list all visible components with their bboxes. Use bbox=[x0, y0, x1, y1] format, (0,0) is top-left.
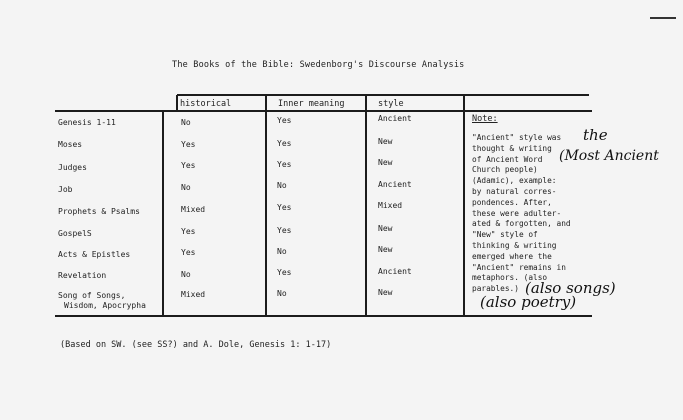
row-historical: Yes bbox=[181, 248, 196, 257]
handwritten-also-poetry: (also poetry) bbox=[480, 293, 577, 311]
note-line: by natural corres- bbox=[472, 186, 557, 196]
header-top-rule bbox=[177, 94, 589, 96]
row-style: New bbox=[378, 245, 393, 254]
note-line: "Ancient" remains in bbox=[472, 262, 566, 272]
note-line: thinking & writing bbox=[472, 240, 557, 250]
row-inner: Yes bbox=[277, 203, 292, 212]
row-historical: Mixed bbox=[181, 290, 206, 299]
page-title: The Books of the Bible: Swedenborg's Discourse Analysis bbox=[172, 60, 465, 70]
row-inner: Yes bbox=[277, 139, 292, 148]
row-book: Job bbox=[58, 185, 73, 194]
note-line: of Ancient Word bbox=[472, 154, 543, 164]
row-style: New bbox=[378, 224, 393, 233]
note-line: ated & forgotten, and bbox=[472, 219, 571, 229]
note-line: these were adulter- bbox=[472, 208, 562, 218]
column-header-style: style bbox=[378, 99, 404, 109]
note-line: emerged where the bbox=[472, 251, 552, 261]
row-inner: Yes bbox=[277, 160, 292, 169]
row-historical: Yes bbox=[181, 140, 196, 149]
row-book: Acts & Epistles bbox=[58, 250, 131, 259]
row-book: Song of Songs, bbox=[58, 291, 126, 300]
col-rule-4 bbox=[365, 95, 367, 316]
col-rule-1 bbox=[162, 110, 164, 316]
note-line: metaphors. (also bbox=[472, 273, 548, 283]
row-historical: No bbox=[181, 118, 191, 127]
row-style: Ancient bbox=[378, 114, 412, 123]
note-line: pondences. After, bbox=[472, 197, 552, 207]
note-label: Note: bbox=[472, 114, 498, 124]
row-style: New bbox=[378, 158, 393, 167]
column-header-inner-meaning: Inner meaning bbox=[278, 99, 345, 109]
row-style: Mixed bbox=[378, 201, 403, 210]
row-inner: No bbox=[277, 181, 287, 190]
handwritten-the: the bbox=[583, 126, 608, 144]
row-book: Revelation bbox=[58, 271, 107, 280]
row-style: Ancient bbox=[378, 180, 412, 189]
note-line: "Ancient" style was bbox=[472, 133, 562, 142]
row-inner: No bbox=[277, 289, 287, 298]
note-line: "New" style of bbox=[472, 230, 538, 240]
row-book: Prophets & Psalms bbox=[58, 207, 140, 216]
row-book: Judges bbox=[58, 163, 87, 172]
row-book: Moses bbox=[58, 140, 83, 149]
row-inner: Yes bbox=[277, 268, 292, 277]
note-line: thought & writing bbox=[472, 143, 552, 153]
row-book-continued: Wisdom, Apocrypha bbox=[64, 301, 146, 310]
column-header-historical: historical bbox=[180, 99, 232, 109]
row-style: New bbox=[378, 137, 393, 146]
note-line: parables.) bbox=[472, 284, 519, 294]
note-line: (Adamic), example: bbox=[472, 176, 557, 186]
row-historical: No bbox=[181, 183, 191, 192]
row-book: GospelS bbox=[58, 229, 92, 238]
handwritten-also-songs: (also songs) bbox=[525, 279, 616, 297]
row-inner: Yes bbox=[277, 226, 292, 235]
header-bottom-rule bbox=[55, 110, 592, 112]
row-inner: No bbox=[277, 247, 287, 256]
row-historical: Yes bbox=[181, 227, 196, 236]
row-inner: Yes bbox=[277, 116, 292, 125]
note-line: Church people) bbox=[472, 165, 538, 175]
corner-mark bbox=[650, 17, 676, 19]
col-rule-2 bbox=[176, 95, 178, 111]
row-historical: Yes bbox=[181, 161, 196, 170]
handwritten-most-ancient: (Most Ancient bbox=[559, 148, 659, 164]
col-rule-3 bbox=[265, 95, 267, 316]
row-style: New bbox=[378, 288, 393, 297]
table-bottom-rule bbox=[55, 315, 592, 317]
row-book: Genesis 1-11 bbox=[58, 118, 116, 127]
row-historical: Mixed bbox=[181, 205, 206, 214]
row-historical: No bbox=[181, 270, 191, 279]
col-rule-5 bbox=[463, 95, 465, 316]
row-style: Ancient bbox=[378, 267, 412, 276]
footnote: (Based on SW. (see SS?) and A. Dole, Genesis 1: 1-17) bbox=[60, 340, 332, 350]
